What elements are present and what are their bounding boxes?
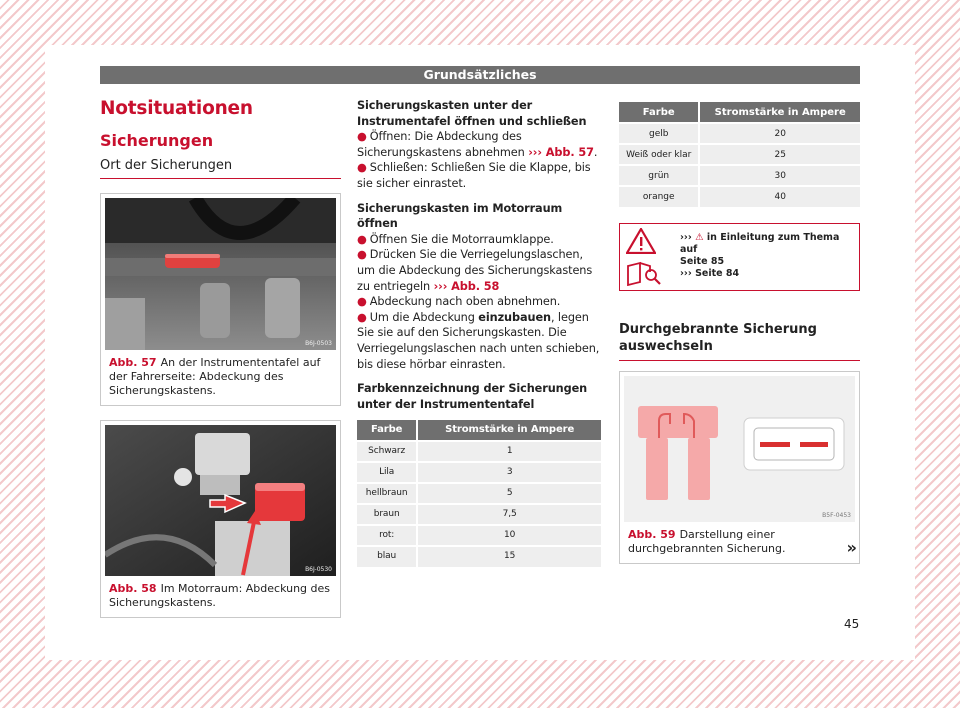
- chapter-header: Grundsätzliches: [100, 66, 860, 84]
- table-cell: braun: [357, 504, 417, 525]
- bullet-item: [357, 160, 601, 191]
- table-cell: 1: [417, 441, 601, 462]
- figure-reference-link[interactable]: ››› Abb. 57: [528, 145, 594, 159]
- table-cell: 10: [417, 525, 601, 546]
- warning-reference-link[interactable]: [680, 232, 859, 268]
- figure-caption-text: An der Instrumententafel auf der Fahrerseite: Abdeckung des Sicherungskastens.: [109, 356, 321, 397]
- table-cell: 20: [699, 123, 860, 144]
- figure-label: Abb. 58: [109, 582, 157, 595]
- dashboard-photo: [105, 198, 336, 350]
- table-row: [357, 483, 601, 504]
- table-cell: 15: [417, 546, 601, 567]
- table-row: [357, 525, 601, 546]
- table-cell: 25: [699, 144, 860, 165]
- section-rule: [619, 360, 860, 361]
- fuse-color-table: [357, 420, 601, 567]
- subheading: Farbkennzeichnung der Sicherungen unter der Instrumententafel: [357, 382, 588, 411]
- bullet-icon: ●: [357, 248, 367, 262]
- section-title: Durchgebrannte Sicherung auswechseln: [619, 322, 817, 354]
- warning-box: [619, 223, 860, 291]
- table-cell: 5: [417, 483, 601, 504]
- figure-code: B6J-0530: [305, 566, 332, 573]
- bullet-icon: ●: [357, 161, 367, 175]
- table-cell: gelb: [619, 123, 699, 144]
- bullet-icon: ●: [357, 130, 367, 144]
- book-magnifier-icon: [626, 260, 662, 286]
- table-cell: 7,5: [417, 504, 601, 525]
- bullet-text: , legen Sie sie auf den Sicherungskasten. Die Verriegelungslaschen nach unten schieben, bis diese hörbar einrasten.: [357, 310, 600, 371]
- table-header-cell: Farbe: [357, 420, 417, 441]
- bullet-item: [357, 294, 601, 310]
- table-header-cell: Farbe: [619, 102, 699, 123]
- bullet-text: Schließen: Schließen Sie die Klappe, bis sie sicher einrastet.: [357, 161, 591, 190]
- bullet-text: Drücken Sie die Verriegelungslaschen, um die Abdeckung des Sicherungskastens zu entriegeln: [357, 248, 593, 293]
- bullet-text: Um die Abdeckung: [369, 310, 479, 324]
- section-rule: [100, 178, 341, 179]
- small-warning-icon: ⚠: [695, 232, 704, 243]
- table-cell: hellbraun: [357, 483, 417, 504]
- bullet-item: [357, 247, 601, 294]
- table-cell: grün: [619, 165, 699, 186]
- table-cell: 30: [699, 165, 860, 186]
- engine-bay-photo: [105, 425, 336, 576]
- table-row: [619, 123, 860, 144]
- page-reference-link[interactable]: [680, 268, 739, 280]
- section-title: Ort der Sicherungen: [100, 158, 233, 173]
- bullet-icon: ●: [357, 232, 367, 246]
- warning-text: in Einleitung zum Thema auf: [680, 232, 840, 255]
- figure-57: [100, 193, 341, 406]
- figure-58: [100, 420, 341, 618]
- table-cell: Schwarz: [357, 441, 417, 462]
- table-row: [357, 441, 601, 462]
- table-row: [357, 462, 601, 483]
- middle-column: [357, 98, 601, 567]
- figure-caption-text: Darstellung einer durchgebrannten Sicherung.: [628, 528, 786, 555]
- figure-caption: [105, 576, 336, 613]
- table-row: [619, 165, 860, 186]
- table-cell: orange: [619, 186, 699, 207]
- page-number: 45: [844, 617, 860, 631]
- fuse-illustration: [624, 376, 855, 522]
- table-row: [357, 546, 601, 567]
- table-header-cell: Stromstärke in Ampere: [417, 420, 601, 441]
- left-column: [100, 98, 341, 618]
- table-cell: Weiß oder klar: [619, 144, 699, 165]
- bullet-text: Abdeckung nach oben abnehmen.: [369, 295, 561, 309]
- table-cell: 40: [699, 186, 860, 207]
- table-header-row: [619, 102, 860, 123]
- bullet-item: ● Öffnen: Die Abdeckung des Sicherungskastens abnehmen ››› Abb. 57.: [357, 130, 598, 159]
- right-column: [619, 102, 860, 564]
- bullet-icon: ●: [357, 310, 367, 324]
- table-cell: blau: [357, 546, 417, 567]
- table-cell: Lila: [357, 462, 417, 483]
- arrow-marker: ›››: [680, 232, 692, 243]
- bullet-text: Öffnen: Die Abdeckung des Sicherungskastens abnehmen: [357, 130, 525, 159]
- table-row: [619, 186, 860, 207]
- subheading: Sicherungskasten im Motorraum öffnen: [357, 201, 563, 231]
- table-header-row: [357, 420, 601, 441]
- bullet-item: [357, 232, 601, 248]
- warning-triangle-icon: [626, 228, 656, 254]
- table-cell: 3: [417, 462, 601, 483]
- bullet-text: Öffnen Sie die Motorraumklappe.: [369, 232, 554, 246]
- warning-text: Seite 85: [680, 256, 725, 267]
- bullet-icon: ●: [357, 295, 367, 309]
- table-cell: rot:: [357, 525, 417, 546]
- figure-caption-text: Im Motorraum: Abdeckung des Sicherungskastens.: [109, 582, 331, 609]
- arrow-marker: ›››: [680, 268, 692, 279]
- table-row: [357, 504, 601, 525]
- chapter-subtitle: Sicherungen: [100, 131, 214, 150]
- continued-marker: »: [846, 538, 857, 557]
- figure-reference-link[interactable]: ››› Abb. 58: [433, 279, 500, 293]
- figure-caption: [105, 350, 336, 401]
- reference-text: Seite 84: [695, 268, 740, 279]
- table-header-cell: Stromstärke in Ampere: [699, 102, 860, 123]
- figure-caption: [624, 522, 855, 559]
- subheading: Sicherungskasten unter der Instrumentafel öffnen und schließen: [357, 99, 587, 128]
- chapter-title: Notsituationen: [100, 98, 253, 119]
- fuse-color-table-continued: [619, 102, 860, 207]
- figure-59: [619, 371, 860, 564]
- bullet-emphasis: einzubauen: [478, 310, 551, 324]
- figure-code: B6J-0503: [305, 340, 332, 347]
- figure-label: Abb. 59: [628, 528, 676, 541]
- bullet-item: [357, 310, 601, 372]
- table-row: [619, 144, 860, 165]
- figure-code: B5F-0453: [822, 512, 851, 519]
- figure-label: Abb. 57: [109, 356, 157, 369]
